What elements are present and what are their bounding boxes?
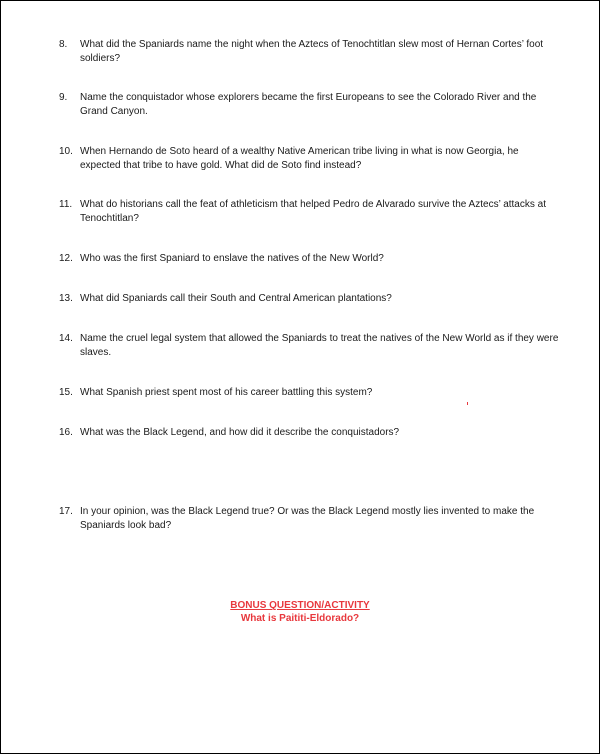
question-text: What did the Spaniards name the night when the Aztecs of Tenochtitlan slew most of Hernan Cortes’ foot soldiers?	[80, 39, 544, 64]
question-text: What did Spaniards call their South and Central American plantations?	[80, 293, 392, 304]
question-number: 17.	[59, 506, 73, 517]
question-text: What Spanish priest spent most of his career battling this system?	[80, 387, 373, 398]
question-text: Name the conquistador whose explorers became the first Europeans to see the Colorado River and the Grand Canyon.	[80, 92, 537, 117]
question-8	[59, 38, 559, 66]
stray-mark	[467, 402, 468, 405]
question-number: 14.	[59, 333, 73, 344]
question-text: Name the cruel legal system that allowed the Spaniards to treat the natives of the New World as if they were slaves.	[80, 333, 559, 358]
question-12	[59, 252, 559, 266]
question-11	[59, 198, 559, 226]
question-14	[59, 332, 559, 360]
question-16	[59, 426, 559, 440]
question-13	[59, 292, 559, 306]
question-17	[59, 505, 559, 533]
question-number: 15.	[59, 387, 73, 398]
question-text: In your opinion, was the Black Legend true? Or was the Black Legend mostly lies invented to make the Spaniards look bad?	[80, 506, 535, 531]
question-text: What do historians call the feat of athleticism that helped Pedro de Alvarado survive the Aztecs’ attacks at Tenochtitlan?	[80, 199, 546, 224]
question-number: 11.	[59, 199, 73, 210]
question-number: 8.	[59, 39, 68, 50]
question-text: When Hernando de Soto heard of a wealthy Native American tribe living in what is now Georgia, he expected that tribe to have gold. What did de Soto find instead?	[80, 146, 519, 171]
question-text: Who was the first Spaniard to enslave the natives of the New World?	[80, 253, 384, 264]
bonus-title: BONUS QUESTION/ACTIVITY	[230, 600, 370, 611]
question-number: 9.	[59, 92, 68, 103]
question-9	[59, 91, 559, 119]
question-15	[59, 386, 559, 400]
question-number: 12.	[59, 253, 73, 264]
question-number: 16.	[59, 427, 73, 438]
bonus-subtitle: What is Paititi-Eldorado?	[240, 613, 360, 624]
question-number: 13.	[59, 293, 73, 304]
question-text: What was the Black Legend, and how did it describe the conquistadors?	[80, 427, 400, 438]
question-number: 10.	[59, 146, 73, 157]
question-10	[59, 145, 559, 173]
